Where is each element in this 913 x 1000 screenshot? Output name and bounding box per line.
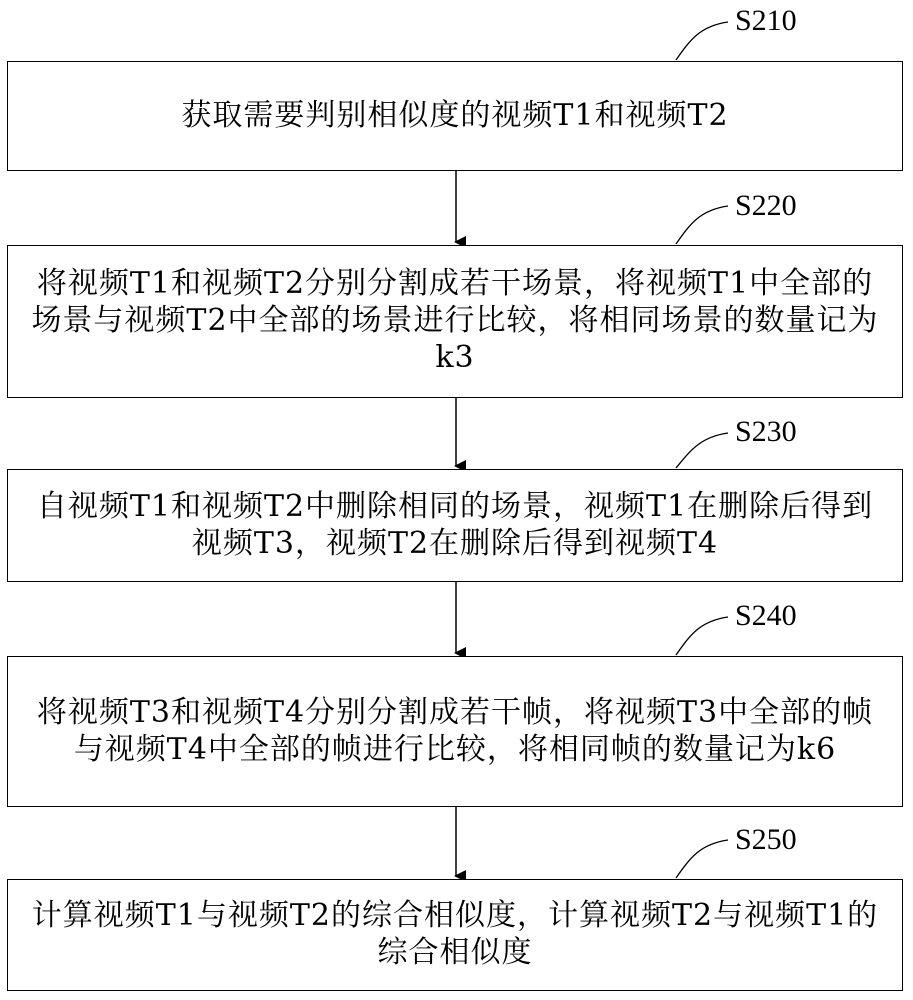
step-text-s240: 将视频T3和视频T4分别分割成若干帧，将视频T3中全部的帧与视频T4中全部的帧进行比较，将相同帧的数量记为k6 bbox=[36, 694, 874, 767]
leader-line-s220 bbox=[676, 206, 728, 244]
step-box-s210 bbox=[7, 61, 903, 171]
step-text-s230: 自视频T1和视频T2中删除相同的场景，视频T1在删除后得到视频T3，视频T2在删除后得到视频T4 bbox=[36, 488, 874, 561]
step-text-s210: 获取需要判别相似度的视频T1和视频T2 bbox=[181, 97, 729, 133]
leader-line-s250 bbox=[676, 840, 728, 878]
leader-line-s230 bbox=[676, 433, 728, 468]
leader-line-s240 bbox=[676, 617, 728, 655]
step-text-s250: 计算视频T1与视频T2的综合相似度，计算视频T2与视频T1的综合相似度 bbox=[31, 898, 879, 970]
step-box-s220 bbox=[7, 245, 903, 398]
step-label-s220: S220 bbox=[735, 189, 797, 222]
step-label-s240: S240 bbox=[735, 599, 797, 632]
step-box-s240 bbox=[7, 656, 903, 807]
step-box-s250 bbox=[7, 879, 903, 991]
step-box-s230 bbox=[7, 469, 903, 582]
step-text-s220: 将视频T1和视频T2分别分割成若干场景，将视频T1中全部的场景与视频T2中全部的场景进行比较，将相同场景的数量记为k3 bbox=[31, 266, 879, 375]
step-label-s210: S210 bbox=[735, 4, 797, 37]
step-label-s250: S250 bbox=[735, 823, 797, 856]
step-label-s230: S230 bbox=[735, 415, 797, 448]
leader-line-s210 bbox=[676, 22, 728, 60]
